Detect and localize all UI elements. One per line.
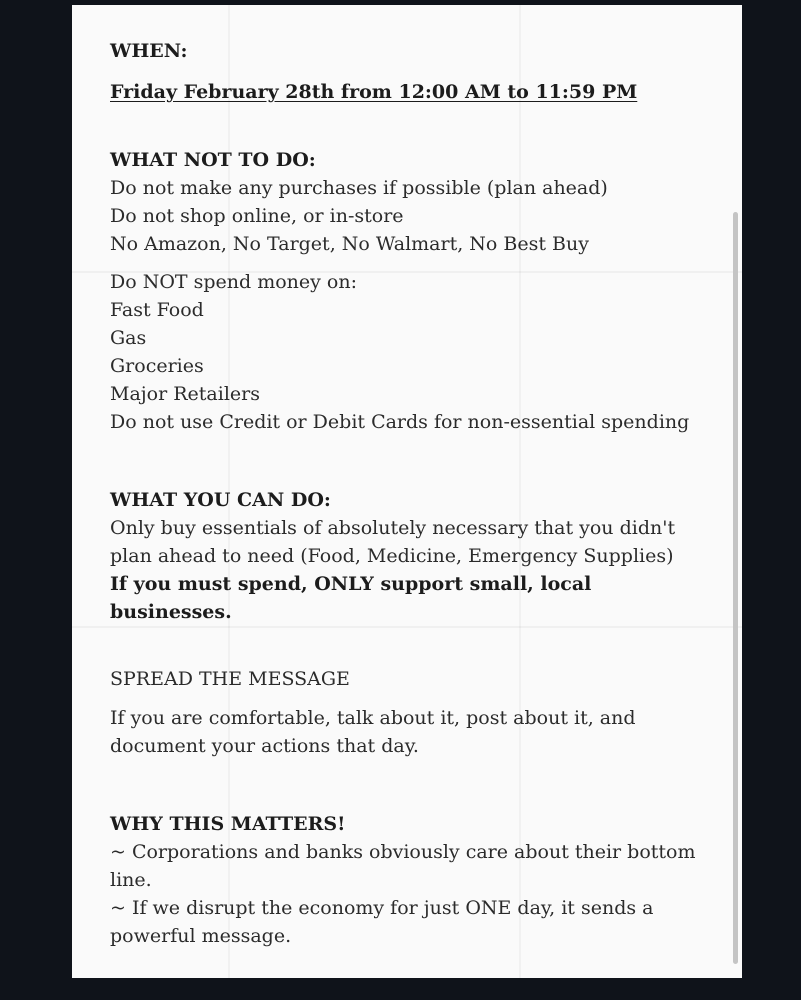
why-heading: WHY THIS MATTERS! [110, 813, 346, 835]
why-line: line. [110, 869, 152, 891]
can-do-line: Only buy essentials of absolutely necessary that you didn't [110, 517, 676, 539]
what-not-line: Do not make any purchases if possible (plan ahead) [110, 177, 608, 199]
spread-line: document your actions that day. [110, 735, 419, 757]
spend-item: Gas [110, 327, 147, 349]
why-line: powerful message. [110, 925, 292, 947]
what-not-line: No Amazon, No Target, No Walmart, No Best Buy [110, 233, 589, 255]
can-do-emphasis: businesses. [110, 601, 232, 623]
why-line: ~ If we disrupt the economy for just ONE day, it sends a [110, 897, 654, 919]
spread-heading: SPREAD THE MESSAGE [110, 668, 350, 690]
why-line: ~ Corporations and banks obviously care about their bottom [110, 841, 696, 863]
what-not-line: Do not shop online, or in-store [110, 205, 404, 227]
spend-heading: Do NOT spend money on: [110, 271, 358, 293]
can-do-heading: WHAT YOU CAN DO: [110, 489, 331, 511]
spend-item: Major Retailers [110, 383, 260, 405]
spend-item: Groceries [110, 355, 204, 377]
can-do-emphasis: If you must spend, ONLY support small, local [110, 573, 592, 595]
when-date: Friday February 28th from 12:00 AM to 11:59 PM [110, 81, 638, 103]
fold-line [519, 5, 521, 978]
spread-line: If you are comfortable, talk about it, post about it, and [110, 707, 636, 729]
can-do-line: plan ahead to need (Food, Medicine, Emergency Supplies) [110, 545, 674, 567]
scrollbar[interactable] [733, 212, 738, 964]
when-heading: WHEN: [110, 40, 188, 62]
spend-item: Fast Food [110, 299, 204, 321]
spend-item: Do not use Credit or Debit Cards for non-essential spending [110, 411, 690, 433]
what-not-heading: WHAT NOT TO DO: [110, 149, 316, 171]
fold-line [72, 626, 742, 628]
document-page [72, 5, 742, 978]
